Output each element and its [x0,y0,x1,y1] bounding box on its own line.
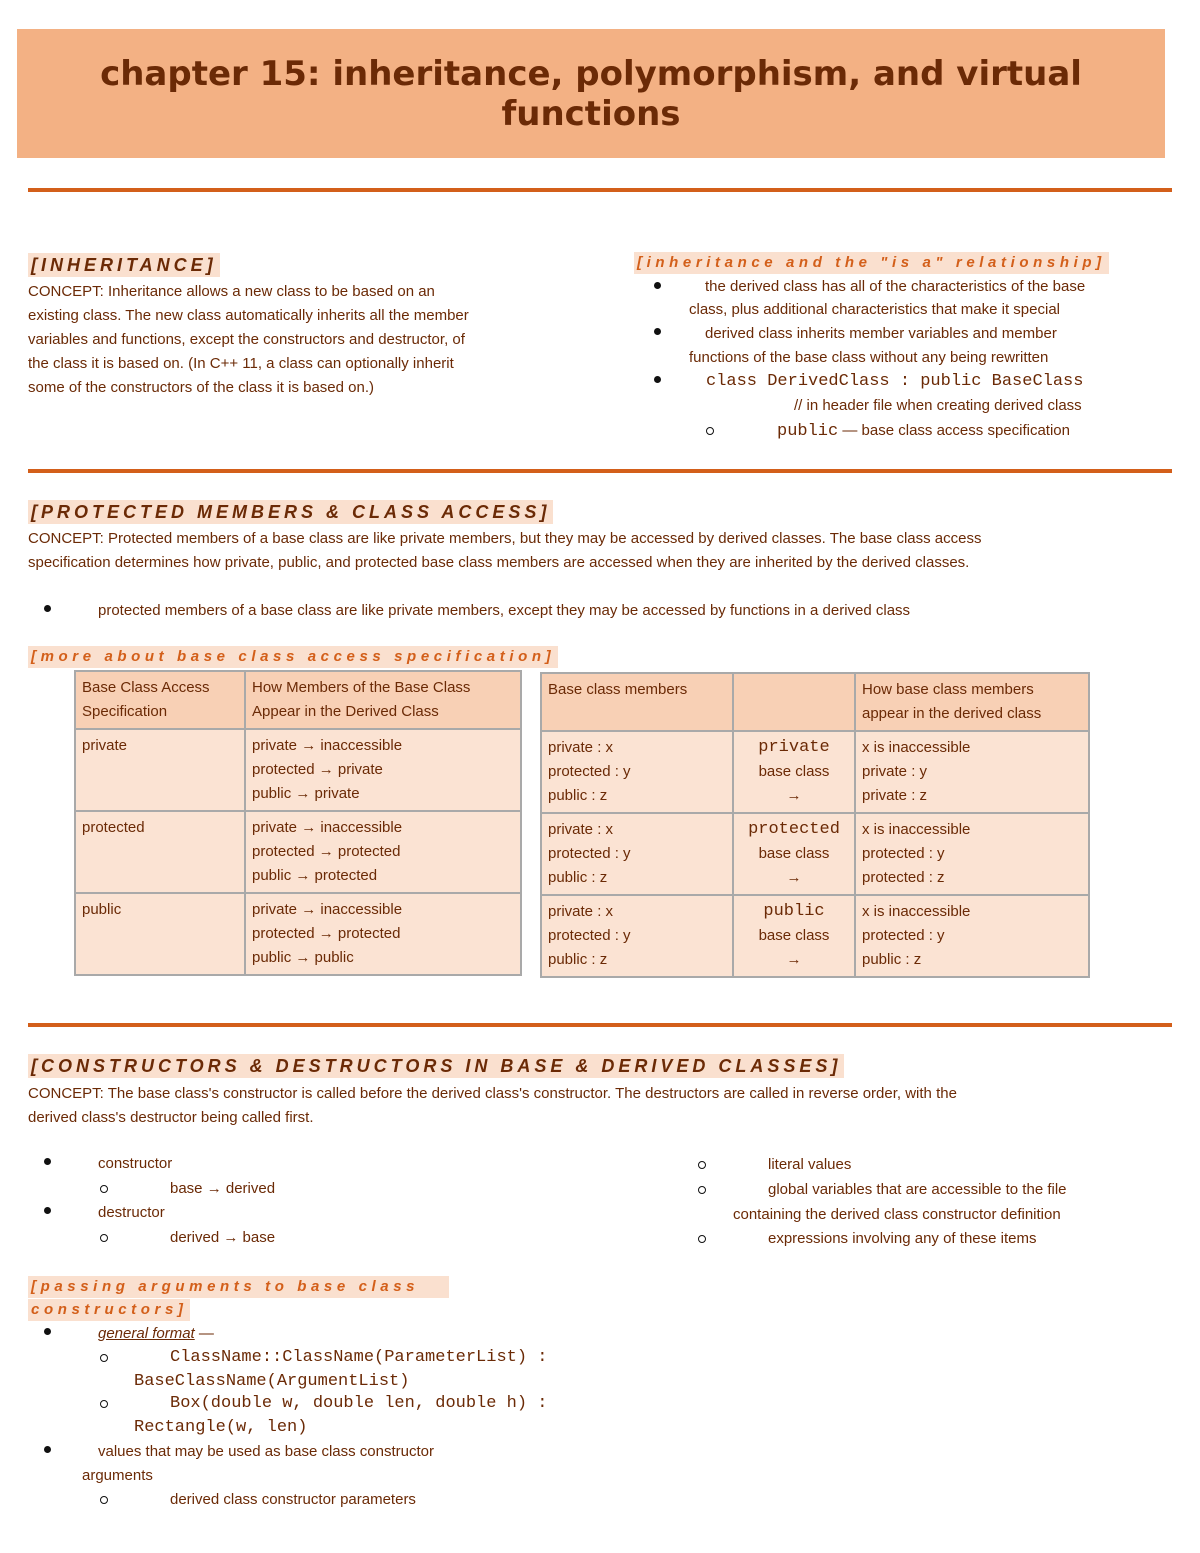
table-header-row [541,673,1089,731]
table-header-cell: How Members of the Base Class Appear in the Derived Class [245,671,521,729]
result-line: protected : y [862,927,945,944]
result-line: protected → protected [252,843,401,860]
result-cell [245,893,521,975]
result-line: private → inaccessible [252,737,403,754]
sub-bullet-icon [100,1234,108,1242]
member-line: protected : y [548,927,631,944]
arrow-icon: → [786,951,802,968]
values-line-2: arguments [82,1467,153,1484]
member-line: public : z [548,869,608,886]
table-row [75,729,521,811]
result-line: x is inaccessible [862,739,971,756]
member-line: protected : y [548,845,631,862]
table-header-row [75,671,521,729]
access-cell [733,813,855,895]
result-line: x is inaccessible [862,821,971,838]
protected-bullet: protected members of a base class are like private members, except they may be accessed by functions in a derived class [98,602,911,619]
result-line: private : y [862,763,928,780]
is-a-bullet-2-line-1: derived class inherits member variables and member [705,325,1057,342]
bullet-icon [44,1158,51,1165]
bullet-icon [654,328,661,335]
arrow-icon: → [786,787,802,804]
table-row [541,731,1089,813]
more-about-heading: [more about base class access specification] [28,646,558,668]
global-variables-item-cont: containing the derived class constructor definition [733,1206,1061,1223]
constructors-heading: [CONSTRUCTORS & DESTRUCTORS IN BASE & DERIVED CLASSES] [28,1054,844,1078]
result-line: private → inaccessible [252,901,403,918]
access-keyword: public [763,902,825,921]
inheritance-heading: [INHERITANCE] [28,253,220,277]
table-header-cell [733,673,855,731]
table-row [75,893,521,975]
result-line: private → inaccessible [252,819,403,836]
is-a-bullet-2-line-2: functions of the base class without any being rewritten [689,349,1049,366]
concept-line: the class it is based on. (In C++ 11, a class can optionally inherit [28,355,454,372]
format-code-line-2: BaseClassName(ArgumentList) [134,1372,410,1391]
bullet-icon [44,1328,51,1335]
table-header-cell: Base class members [541,673,733,731]
constructors-concept-line-1: CONCEPT: The base class's constructor is called before the derived class's constructor. The destructors are called in reverse order, with the [28,1085,957,1102]
result-line: public : z [862,951,922,968]
values-line-1: values that may be used as base class constructor [98,1443,435,1460]
bullet-icon [44,1207,51,1214]
member-line: protected : y [548,763,631,780]
result-line: public → private [252,785,360,802]
result-line: public → public [252,949,354,966]
title-banner [17,29,1165,158]
access-label: base class [758,845,830,862]
derived-class-code: class DerivedClass : public BaseClass [706,372,1084,391]
section-divider [28,1023,1172,1027]
protected-heading: [PROTECTED MEMBERS & CLASS ACCESS] [28,500,553,524]
table-row [541,895,1089,977]
result-line: x is inaccessible [862,903,971,920]
sub-bullet-icon [706,427,714,435]
section-divider [28,469,1172,473]
format-code-line-1: ClassName::ClassName(ParameterList) : [170,1348,548,1367]
access-cell [733,731,855,813]
result-line: protected → private [252,761,383,778]
destructor-label: destructor [98,1204,165,1221]
table-header-cell: How base class members appear in the derived class [855,673,1089,731]
concept-line: variables and functions, except the constructors and destructor, of [28,331,465,348]
destructor-order: derived → base [170,1229,276,1246]
header-file-comment: // in header file when creating derived class [794,397,1082,414]
result-cell [855,813,1089,895]
sub-bullet-icon [100,1354,108,1362]
spec-cell: protected [75,811,245,893]
access-label: base class [758,763,830,780]
result-line: public → protected [252,867,378,884]
table-row [75,811,521,893]
bullet-icon [654,376,661,383]
expressions-item: expressions involving any of these items [768,1230,1037,1247]
sub-bullet-icon [100,1185,108,1193]
sub-bullet-icon [100,1400,108,1408]
spec-cell: private [75,729,245,811]
protected-concept-line-1: CONCEPT: Protected members of a base class are like private members, but they may be accessed by derived classes. The base class access [28,530,982,547]
sub-bullet-icon [100,1496,108,1504]
constructors-concept-line-2: derived class's destructor being called first. [28,1109,314,1126]
table-header-cell: Base Class Access Specification [75,671,245,729]
passing-args-heading-line-1: [passing arguments to base class [28,1276,449,1298]
result-line: protected : z [862,869,945,886]
bullet-icon [654,282,661,289]
concept-line: CONCEPT: Inheritance allows a new class to be based on an [28,283,435,300]
access-spec-table [74,670,522,976]
global-variables-item: global variables that are accessible to the file [768,1181,1067,1198]
access-cell [733,895,855,977]
literal-values-item: literal values [768,1156,852,1173]
result-cell [245,811,521,893]
member-line: private : x [548,739,614,756]
example-code-line-1: Box(double w, double len, double h) : [170,1394,548,1413]
public-spec-line [777,419,1070,444]
passing-args-heading-line-2: constructors] [28,1299,190,1321]
member-line: public : z [548,951,608,968]
general-format-line [98,1322,214,1346]
arrow-icon: → [786,869,802,886]
sub-bullet-icon [698,1235,706,1243]
access-keyword: private [758,738,830,757]
constructor-order: base → derived [170,1180,276,1197]
base-members-table [540,672,1090,978]
is-a-bullet-1-line-1: the derived class has all of the characteristics of the base [705,278,1086,295]
bullet-icon [44,605,51,612]
page-title: chapter 15: inheritance, polymorphism, and virtual functions [100,53,1082,134]
inheritance-concept [28,280,588,400]
section-divider [28,188,1172,192]
derived-params-item: derived class constructor parameters [170,1491,416,1508]
access-keyword: protected [748,820,840,839]
result-line: protected → protected [252,925,401,942]
result-cell [855,731,1089,813]
result-line: private : z [862,787,928,804]
result-cell [855,895,1089,977]
example-code-line-2: Rectangle(w, len) [134,1418,308,1437]
concept-line: existing class. The new class automatically inherits all the member [28,307,469,324]
member-line: private : x [548,903,614,920]
constructor-label: constructor [98,1155,173,1172]
protected-concept-line-2: specification determines how private, public, and protected base class members are accessed when they are inherited by the derived classes. [28,554,970,571]
public-keyword: public [777,422,839,441]
members-cell [541,731,733,813]
sub-bullet-icon [698,1186,706,1194]
bullet-icon [44,1446,51,1453]
members-cell [541,895,733,977]
is-a-heading: [inheritance and the "is a" relationship] [634,252,1109,274]
general-format-label: general format [98,1325,195,1342]
member-line: public : z [548,787,608,804]
result-cell [245,729,521,811]
result-line: protected : y [862,845,945,862]
access-label: base class [758,927,830,944]
members-cell [541,813,733,895]
table-row [541,813,1089,895]
public-spec-text: — base class access specification [838,422,1070,439]
member-line: private : x [548,821,614,838]
concept-line: some of the constructors of the class it is based on.) [28,379,374,396]
spec-cell: public [75,893,245,975]
is-a-bullet-1-line-2: class, plus additional characteristics that make it special [689,301,1061,318]
general-format-dash: — [194,1325,214,1342]
sub-bullet-icon [698,1161,706,1169]
